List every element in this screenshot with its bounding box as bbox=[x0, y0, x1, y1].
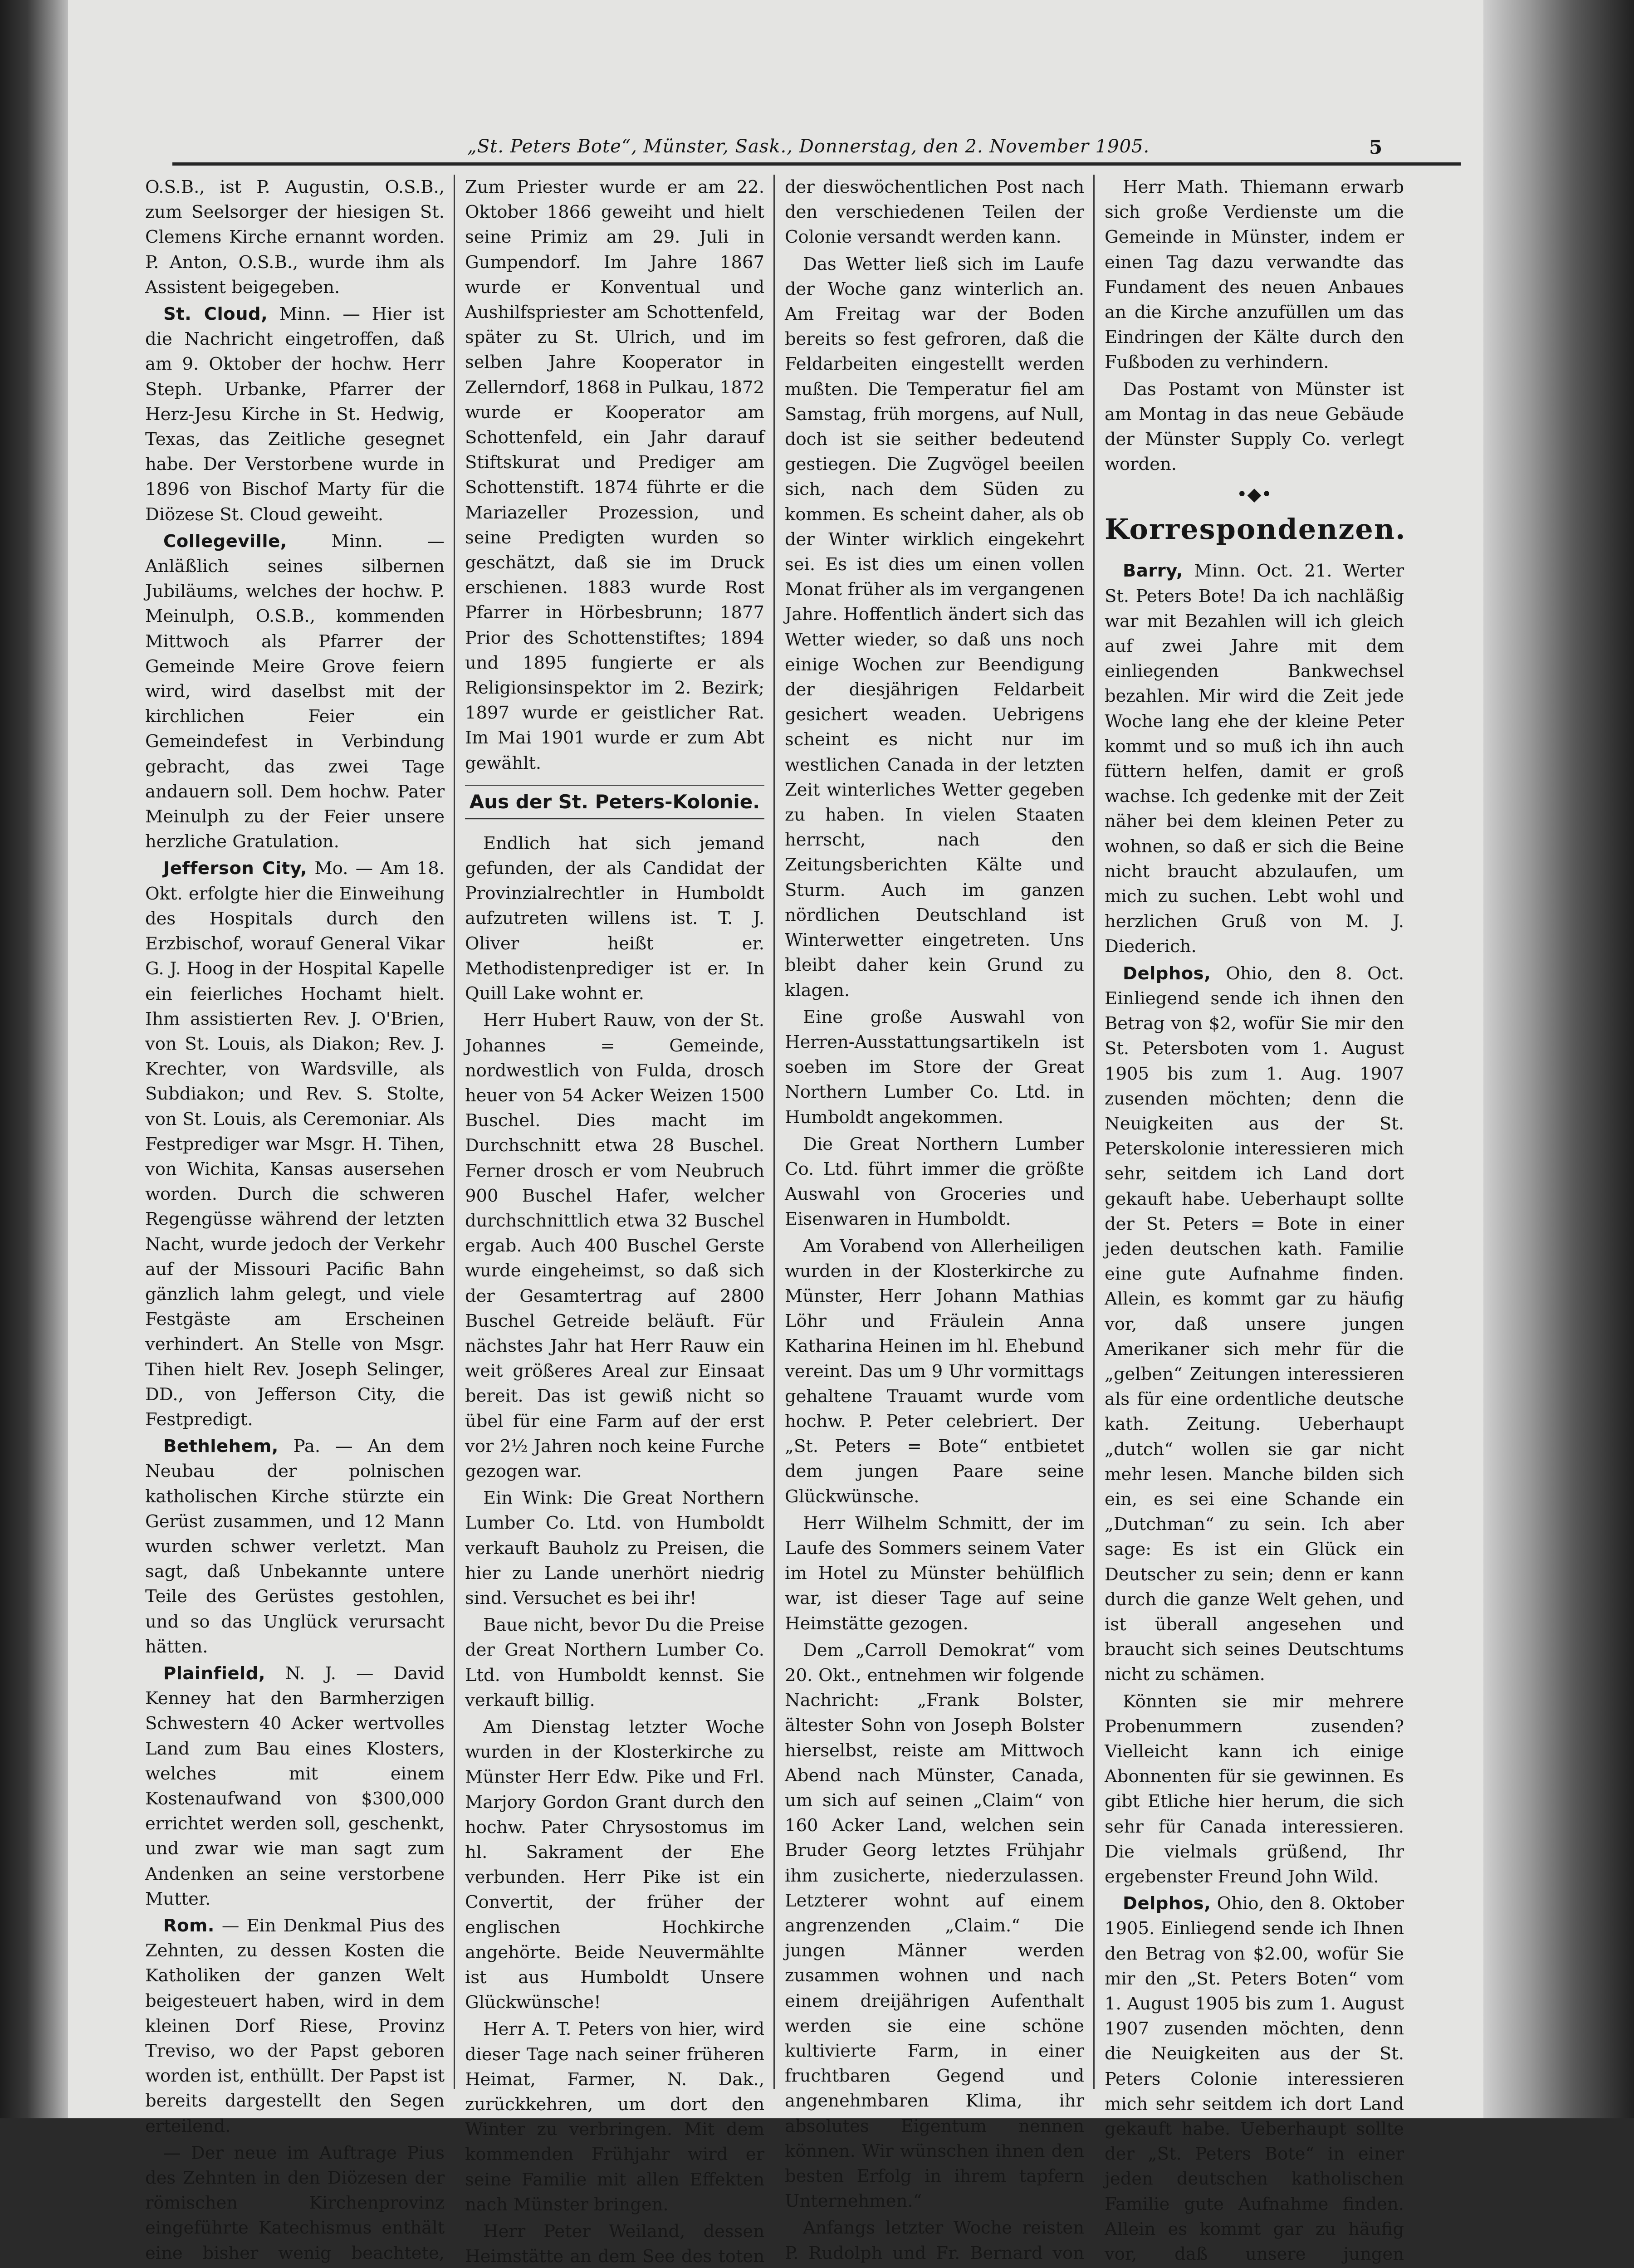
news-text: — Ein Denkmal Pius des Zehnten, zu dessen Kosten die Katholiken der ganzen Welt beigesteuert haben, wird in dem kleinen Dorf Riese, Provinz Treviso, wo der Papst geboren worden ist, enthüllt. Der Papst ist bereits dargestellt den Segen erteilend. bbox=[145, 1916, 445, 2136]
column-4 bbox=[1105, 175, 1406, 2265]
news-item-rom bbox=[145, 1913, 445, 2139]
book-fore-edge bbox=[1483, 0, 1634, 2118]
section-heading: Aus der St. Peters-Kolonie. bbox=[465, 784, 764, 820]
news-text: — Anläßlich seines silbernen Jubiläums, welches der hochw. P. Meinulph, O.S.B., kommenden Mittwoch als Pfarrer der Gemeinde Meire Grove feiern wird, wird daselbst mit der kirchlichen Feier ein Gemeindefest in Verbindung gebracht, das zwei Tage andauern soll. Dem hochw. Pater Meinulph zu der Feier unsere herzliche Gratulation. bbox=[145, 531, 445, 852]
page-number: 5 bbox=[1369, 136, 1383, 158]
dateline-place: Delphos, bbox=[1123, 1893, 1211, 1914]
dateline-state: Minn. bbox=[268, 304, 331, 325]
colony-item: Das Wetter ließ sich im Laufe der Woche ganz winterlich an. Am Freitag war der Boden bereits so fest gefroren, daß die Feldarbeiten eingestellt werden mußten. Die Temperatur fiel am Samstag, früh morgens, auf Null, doch ist sie seither bedeutend gestiegen. Die Zugvögel beeilen sich, nach dem Süden zu kommen. Es scheint daher, als ob der Winter wirklich eingekehrt sei. Es ist dies um einen vollen Monat früher als im vergangenen Jahre. Hoffentlich ändert sich das Wetter wieder, so daß uns noch einige Wochen zur Beendigung der diesjährigen Feldarbeit gesichert weaden. Uebrigens scheint es nicht nur im westlichen Canada in der letzten Zeit winterliches Wetter gegeben zu haben. In vielen Staaten herrscht, nach den Zeitungsberichten Kälte und Sturm. Auch im ganzen nördlichen Deutschland ist Winterwetter eingetreten. Uns bleibt daher kein Grund zu klagen. bbox=[785, 254, 1084, 1001]
dateline-place: Plainfield, bbox=[163, 1663, 265, 1684]
dateline-place: Delphos, bbox=[1123, 963, 1211, 984]
letter-text: Ohio, den 8. Oct. Einliegend sende ich ihnen den Betrag von $2, wofür Sie mir den St. Petersboten vom 1. August 1905 bis zum 1. Aug. 1907 zusenden möchten; denn die Neuigkeiten aus der St. Peterskolonie interessieren mich sehr, seitdem ich Land dort gekauft habe. Ueberhaupt sollte der St. Peters = Bote in einer jeden deutschen kath. Familie eine gute Aufnahme finden. Allein, es kommt gar zu häufig vor, daß unsere jungen Amerikaner sich mehr für die „gelben“ Zeitungen interessieren als für eine ordentliche deutsche kath. Zeitung. Ueberhaupt „dutch“ wollen sie gar nicht mehr lesen. Manche bilden sich ein, es sei eine Schande ein „Dutchman“ zu sein. Ich aber sage: Es ist ein Glück ein Deutscher zu sein; denn er kann durch die ganze Welt gehen, und ist überall angesehen und braucht sich seines Deutschtums nicht zu schämen. bbox=[1105, 963, 1404, 1685]
news-text: — An dem Neubau der polnischen katholischen Kirche stürzte ein Gerüst zusammen, und 12 Mann wurden schwer verletzt. Man sagt, daß Unbekannte untere Teile des Gerüstes gestohlen, und so das Unglück verursacht hätten. bbox=[145, 1436, 445, 1657]
colony-item: Baue nicht, bevor Du die Preise der Great Northern Lumber Co. Ltd. von Humboldt kennst. Sie verkauft billig. bbox=[465, 1615, 764, 1711]
news-item-collegeville bbox=[145, 529, 445, 855]
article-paragraph: Zum Priester wurde er am 22. Oktober 1866 geweiht und hielt seine Primiz am 29. Juli in Gumpendorf. Im Jahre 1867 wurde er Konventual und Aushilfspriester am Schottenfeld, später zu St. Ulrich, und im selben Jahre Kooperator in Zellerndorf, 1868 in Pulkau, 1872 wurde er Kooperator am Schottenfeld, ein Jahr darauf Stiftskurat und Prediger am Schottenstift. 1874 führte er die Mariazeller Prozession, und seine Predigten wurden so geschätzt, daß sie im Druck erschienen. 1883 wurde Rost Pfarrer in Hörbesbrunn; 1877 Prior des Schottenstiftes; 1894 und 1895 fungierte er als Religionsinspektor im 2. Bezirk; 1897 wurde er geistlicher Rat. Im Mai 1901 wurde er zum Abt gewählt. bbox=[465, 177, 764, 773]
colony-item: der dieswöchentlichen Post nach den verschiedenen Teilen der Colonie versandt werden kann. bbox=[785, 177, 1084, 248]
colony-item: Ein Wink: Die Great Northern Lumber Co. Ltd. von Humboldt verkauft Bauholz zu Preisen, die hier zu Lande unerhört niedrig sind. Versuchet es bei ihr! bbox=[465, 1488, 764, 1608]
article-paragraph: O.S.B., ist P. Augustin, O.S.B., zum Seelsorger der hiesigen St. Clemens Kirche ernannt worden. P. Anton, O.S.B., wurde ihm als Assistent beigegeben. bbox=[145, 177, 445, 298]
colony-item: Dem „Carroll Demokrat“ vom 20. Okt., entnehmen wir folgende Nachricht: „Frank Bolster, ältester Sohn von Joseph Bolster hierselbst, reiste am Mittwoch Abend nach Münster, Canada, um sich auf seinen „Claim“ von 160 Acker Land, welchen sein Bruder Georg letztes Frühjahr ihm zusicherte, niederzulassen. Letzterer wohnt auf einem angrenzenden „Claim.“ Die jungen Männer werden zusammen wohnen und nach einem dreijährigen Aufenthalt werden sie eine schöne kultivierte Farm, in einer fruchtbaren Gegend und angenehmbaren Klima, ihr absolutes Eigentum nennen können. Wir wünschen ihnen den besten Erfolg in ihrem tapfern Unternehmen.“ bbox=[785, 1640, 1084, 2212]
letter-paragraph: Könnten sie mir mehrere Probenummern zusenden? Vielleicht kann ich einige Abonnenten für sie gewinnen. Es gibt Etliche hier herum, die sich sehr für Canada interessieren. Die vielmals grüßend, Ihr ergebenster Freund John Wild. bbox=[1105, 1691, 1404, 1887]
colony-item: Herr A. T. Peters von hier, wird dieser Tage nach seiner früheren Heimat, Farmer, N. Dak., zurückkehren, um dort den Winter zu verbringen. Mit dem kommenden Frühjahr wird er seine Familie mit allen Effekten nach Münster bringen. bbox=[465, 2019, 764, 2215]
colony-item: Eine große Auswahl von Herren-Ausstattungsartikeln ist soeben im Store der Great Northern Lumber Co. Ltd. in Humboldt angekommen. bbox=[785, 1007, 1084, 1128]
colony-item: Die Great Northern Lumber Co. Ltd. führt immer die größte Auswahl von Groceries und Eisenwaren in Humboldt. bbox=[785, 1134, 1084, 1230]
dateline-state: Mo. bbox=[307, 858, 348, 879]
ornament-divider: •◆• bbox=[1237, 484, 1272, 505]
colony-item: Herr Math. Thiemann erwarb sich große Verdienste um die Gemeinde in Münster, indem er einen Tag dazu verwandte das Fundament des neuen Anbaues an die Kirche anzufüllen um das Eindringen der Kälte durch den Fußboden zu verhindern. bbox=[1105, 177, 1404, 373]
colony-item: Anfangs letzter Woche reisten P. Rudolph und Fr. Bernard von bbox=[785, 2218, 1084, 2263]
news-text: — Am 18. Okt. erfolgte hier die Einweihung des Hospitals durch den Erzbischof, worauf General Vikar G. J. Hoog in der Hospital Kapelle ein feierliches Hochamt hielt. Ihm assistierten Rev. J. O'Brien, von St. Louis, als Diakon; Rev. J. Krechter, von Wardsville, als Subdiakon; und Rev. S. Stolte, von St. Louis, als Ceremoniar. Als Festprediger war Msgr. H. Tihen, von Wichita, Kansas ausersehen worden. Durch die schweren Regengüsse während der letzten Nacht, wurde jedoch der Verkehr auf der Missouri Pacific Bahn gänzlich lahm gelegt, und viele Festgäste am Erscheinen verhindert. An Stelle von Msgr. Tihen hielt Rev. Joseph Selinger, DD., von Jefferson City, die Festpredigt. bbox=[145, 858, 445, 1430]
column-3 bbox=[785, 175, 1084, 2263]
dateline-state: N. J. bbox=[265, 1663, 337, 1684]
colony-item: Am Dienstag letzter Woche wurden in der Klosterkirche zu Münster Herr Edw. Pike und Frl. Marjory Gordon Grant durch den hochw. Pater Chrysostomus im hl. Sakrament der Ehe verbunden. Herr Pike ist ein Convertit, der früher der englischen Hochkirche angehörte. Beide Neuvermählte ist aus Humboldt Unsere Glückwünsche! bbox=[465, 1716, 764, 2013]
dateline-place: Barry, bbox=[1123, 561, 1184, 582]
news-item-bethlehem bbox=[145, 1434, 445, 1659]
colony-item: Herr Hubert Rauw, von der St. Johannes = Gemeinde, nordwestlich von Fulda, drosch heuer von 54 Acker Weizen 1500 Buschel. Dies macht im Durchschnitt etwa 28 Buschel. Ferner drosch er vom Neubruch 900 Buschel Hafer, welcher durchschnittlich etwa 32 Buschel ergab. Auch 400 Buschel Gerste wurde eingeheimst, so daß sich der Gesamtertrag auf 2800 Buschel Getreide beläuft. Für nächstes Jahr hat Herr Rauw ein weit größeres Areal zur Einsaat bereit. Das ist gewiß nicht so übel für eine Farm auf der erst vor 2½ Jahren noch keine Furche gezogen war. bbox=[465, 1010, 764, 1481]
news-item-plainfield bbox=[145, 1661, 445, 1911]
colony-item: Herr Wilhelm Schmitt, der im Laufe des Sommers seinem Vater im Hotel zu Münster behülflich war, ist dieser Tage auf seine Heimstätte gezogen. bbox=[785, 1513, 1084, 1634]
running-title: „St. Peters Bote“, Münster, Sask., Donnerstag, den 2. November 1905. bbox=[467, 136, 1150, 157]
adjacent-page-edge bbox=[0, 0, 68, 2118]
dateline-state: Minn. bbox=[287, 531, 383, 552]
letter-text: Minn. Oct. 21. Werter St. Peters Bote! Da ich nachläßig war mit Bezahlen will ich gleich auf zwei Jahre mit dem einliegenden Bankwechsel bezahlen. Mir wird die Zeit jede Woche lang ehe der kleine Peter kommt und so muß ich ihn auch füttern helfen, damit er groß wachse. Ich gedenke mit der Zeit näher bei dem kleinen Peter zu wohnen, so daß er sich die Beine nicht braucht abzulaufen, um mich zu suchen. Lebt wohl und herzlichen Gruß von M. J. Diederich. bbox=[1105, 561, 1404, 957]
column-2 bbox=[465, 175, 764, 2267]
dateline-place: Jefferson City, bbox=[163, 858, 308, 879]
colony-item: Das Postamt von Münster ist am Montag in das neue Gebäude der Münster Supply Co. verlegt worden. bbox=[1105, 379, 1404, 475]
dateline-place: Rom. bbox=[163, 1916, 215, 1936]
letter-text: Ohio, den 8. Oktober 1905. Einliegend sende ich Ihnen den Betrag von $2.00, wofür Sie mir den „St. Peters Boten“ vom 1. August 1905 bis zum 1. August 1907 zusenden möchten, denn die Neuigkeiten aus der St. Peters Colonie interessieren mich sehr seitdem ich dort Land gekauft habe. Ueberhaupt sollte der „St. Peters Bote“ in einer jeden deutschen katholischen Familie gute Aufnahme finden. Allein es kommt gar zu häufig vor, daß unsere jungen bbox=[1105, 1893, 1404, 2265]
news-text: — Hier ist die Nachricht eingetroffen, daß am 9. Oktober der hochw. Herr Steph. Urbanke, Pfarrer der Herz-Jesu Kirche in St. Hedwig, Texas, das Zeitliche gesegnet habe. Der Verstorbene wurde in 1896 von Bischof Marty für die Diözese St. Cloud geweiht. bbox=[145, 304, 445, 525]
section-heading: Korrespondenzen. bbox=[1105, 513, 1406, 546]
letter-delphos-2 bbox=[1105, 1891, 1404, 2268]
letter-delphos-1 bbox=[1105, 961, 1404, 1687]
header-rule bbox=[172, 162, 1461, 166]
column-1 bbox=[145, 175, 445, 2263]
news-item-katechismus: — Der neue im Auftrage Pius des Zehnten in den Diözesen der römischen Kirchenprovinz eingeführte Katechismus enthält eine bisher wenig beachtete, bbox=[145, 2142, 445, 2263]
dateline-place: St. Cloud, bbox=[163, 304, 268, 325]
colony-item: Am Vorabend von Allerheiligen wurden in der Klosterkirche zu Münster, Herr Johann Mathias Löhr und Fräulein Anna Katharina Heinen im hl. Ehebund vereint. Das um 9 Uhr vormittags gehaltene Trauamt wurde vom hochw. P. Peter celebriert. Der „St. Peters = Bote“ entbietet dem jungen Paare seine Glückwünsche. bbox=[785, 1236, 1084, 1507]
dateline-place: Collegeville, bbox=[163, 531, 287, 552]
colony-item: Endlich hat sich jemand gefunden, der als Candidat der Provinzialrechtler in Humboldt aufzutreten willens ist. T. J. Oliver heißt er. Methodistenprediger ist er. In Quill Lake wohnt er. bbox=[465, 833, 764, 1004]
dateline-state: Pa. bbox=[278, 1436, 321, 1457]
column-rule bbox=[1093, 175, 1095, 2089]
dateline-place: Bethlehem, bbox=[163, 1436, 279, 1457]
newspaper-page bbox=[68, 0, 1483, 2267]
column-rule bbox=[454, 175, 455, 2089]
colony-item: Herr Peter Weiland, dessen Heimstätte an dem See des toten bbox=[465, 2221, 764, 2267]
news-item-jefferson-city bbox=[145, 856, 445, 1432]
letter-barry bbox=[1105, 558, 1404, 959]
column-rule bbox=[773, 175, 775, 2089]
news-text: — David Kenney hat den Barmherzigen Schwestern 40 Acker wertvolles Land zum Bau eines Klosters, welches mit einem Kostenaufwand von $300,000 errichtet werden soll, geschenkt, und zwar wie man sagt zum Andenken an seine verstorbene Mutter. bbox=[145, 1663, 445, 1909]
news-item-st-cloud bbox=[145, 302, 445, 527]
